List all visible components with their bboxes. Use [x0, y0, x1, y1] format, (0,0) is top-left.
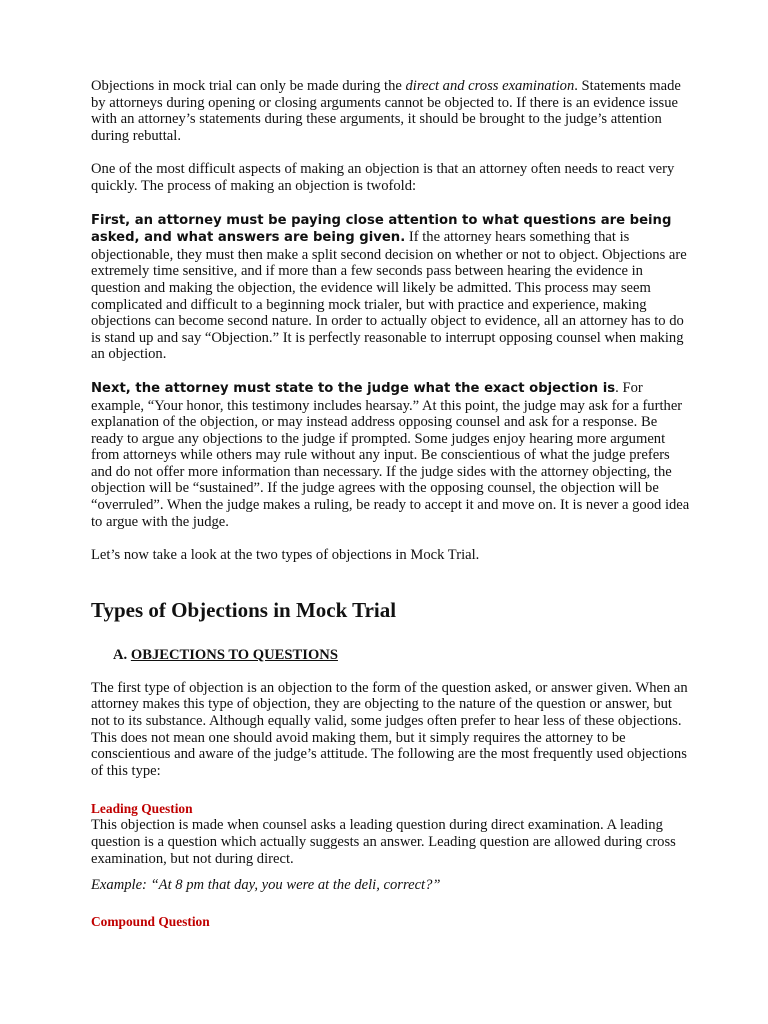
- leading-question-example: Example: “At 8 pm that day, you were at the deli, correct?”: [91, 877, 441, 894]
- form-objection-paragraph: The first type of objection is an objection to the form of the question asked, or answer given. When an attorney makes this type of objection, they are objecting to the nature of the question or answer, but not to its substance. Although equally valid, some judges often prefer to hear less of these objections. This does not mean one should avoid making them, but it simply requires the attorney to be conscientious and aware of the judge’s attitude. The following are the most frequently used objections of this type:: [91, 679, 688, 779]
- difficulty-paragraph: One of the most difficult aspects of making an objection is that an attorney often needs to react very quickly. The process of making an objection is twofold:: [91, 161, 675, 194]
- intro-text-c: . Statements made by attorneys during opening or closing arguments cannot be objected to. If there is an evidence issue with an attorney’s statements during these arguments, it should be brought to the judge’s attention during rebuttal.: [91, 78, 681, 144]
- section-title: Types of Objections in Mock Trial: [91, 597, 397, 622]
- intro-paragraph: [91, 78, 691, 144]
- first-step-text: If the attorney hears something that is objectionable, they must then make a split second decision on whether or not to object. Objections are extremely time sensitive, and if more than a few seconds pass between hearing the evidence in question and making the objection, the evidence will likely be admitted. This process may seem complicated and difficult to a beginning mock trialer, but with practice and experience, making objections can become second nature. In order to actually object to evidence, all an attorney has to do is stand up and say “Objection.” It is perfectly reasonable to interrupt opposing counsel when making an objection.: [91, 229, 687, 363]
- subsection-heading: [113, 646, 691, 664]
- subsection-letter: A.: [113, 646, 128, 663]
- first-step-paragraph: [91, 212, 691, 363]
- leading-question-body: This objection is made when counsel asks a leading question during direct examination. A leading question is a question which actually suggests an answer. Leading question are allowed during cross examination, but not during direct.: [91, 817, 676, 867]
- intro-text-a: Objections in mock trial can only be made during the: [91, 78, 406, 94]
- leading-question-heading: Leading Question: [91, 801, 193, 817]
- next-step-bold: Next, the attorney must state to the judge what the exact objection is: [91, 380, 616, 396]
- subsection-title: OBJECTIONS TO QUESTIONS: [130, 646, 338, 663]
- next-step-text: . For example, “Your honor, this testimony includes hearsay.” At this point, the judge may ask for a further explanation of the objection, or may instead address opposing counsel and ask for a response. Be ready to argue any objections to the judge if prompted. Some judges enjoy hearing more argument from attorneys while others may rule without any input. Be conscientious of what the judge prefers and do not offer more information than necessary. If the judge sides with the attorney objecting, the objection will be “sustained”. If the judge agrees with the opposing counsel, the objection will be “overruled”. When the judge makes a ruling, be ready to accept it and move on. It is never a good idea to argue with the judge.: [91, 379, 690, 530]
- compound-question-heading: Compound Question: [91, 913, 210, 929]
- intro-italic: direct and cross examination: [405, 78, 575, 94]
- first-step-bold: First, an attorney must be paying close attention to what questions are being asked, and what answers are being given.: [91, 212, 672, 246]
- transition-paragraph: Let’s now take a look at the two types of objections in Mock Trial.: [91, 547, 480, 564]
- document-body: [91, 78, 691, 930]
- next-step-paragraph: [91, 380, 691, 530]
